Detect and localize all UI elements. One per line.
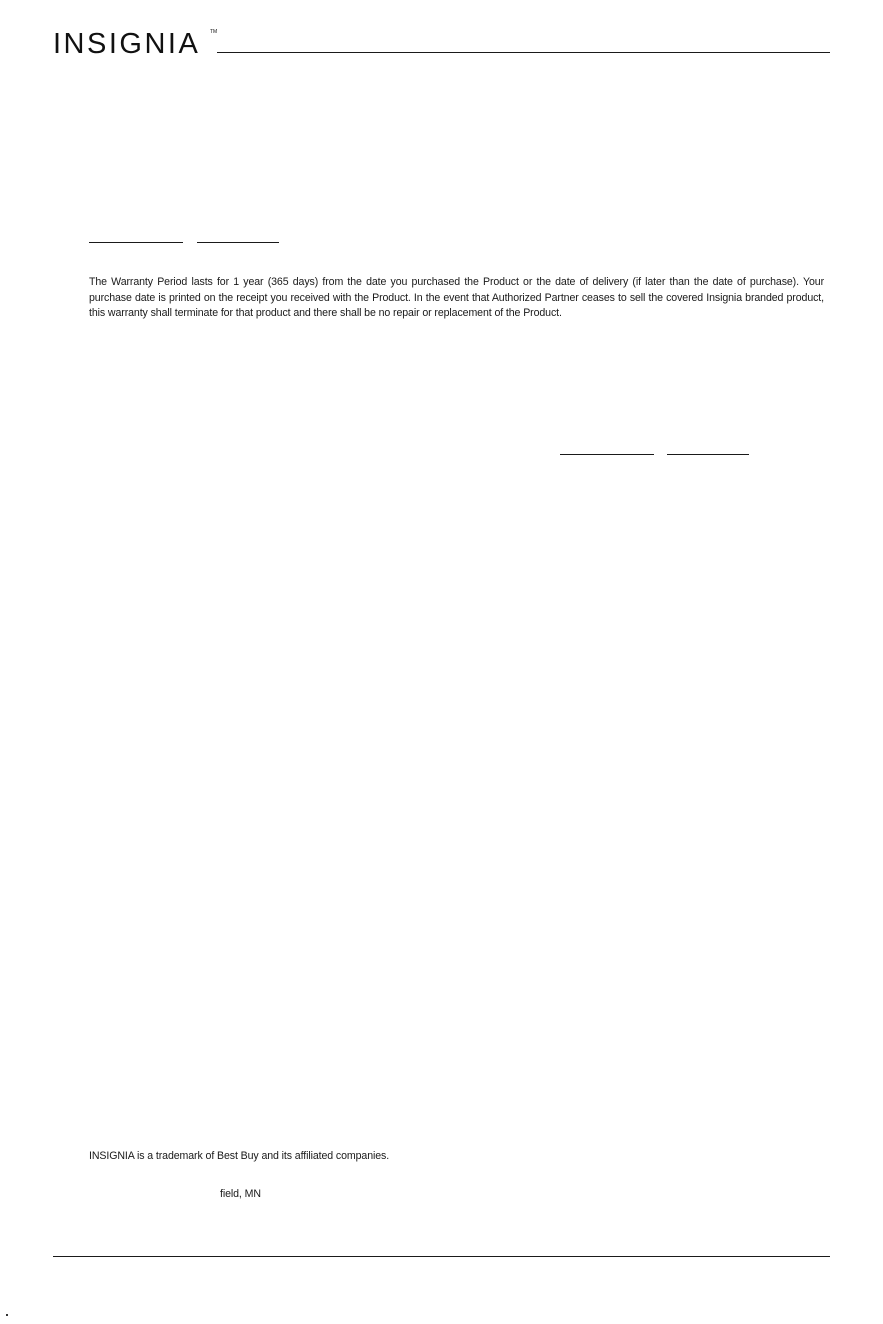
blank-line-4 (667, 454, 749, 455)
corner-mark (6, 1314, 8, 1316)
address-fragment: field, MN (220, 1188, 261, 1200)
page-header (53, 24, 830, 64)
trademark-notice: INSIGNIA is a trademark of Best Buy and its affiliated companies. (89, 1150, 390, 1162)
blank-line-1 (89, 242, 183, 243)
brand-logo: INSIGNIA (53, 28, 201, 60)
blank-line-3 (560, 454, 654, 455)
warranty-period-paragraph: The Warranty Period lasts for 1 year (365 days) from the date you purchased the Product or the date of delivery (if later than the date of purchase). Your purchase date is printed on the receipt you received with the Product. In the event that Authorized Partner ceases to sell the covered Insignia branded product, this warranty shall terminate for that product and there shall be no repair or replacement of the Product. (89, 276, 824, 319)
blank-line-2 (197, 242, 279, 243)
trademark-mark: TM (210, 29, 218, 35)
footer-rule (53, 1256, 830, 1257)
header-rule (217, 52, 830, 53)
